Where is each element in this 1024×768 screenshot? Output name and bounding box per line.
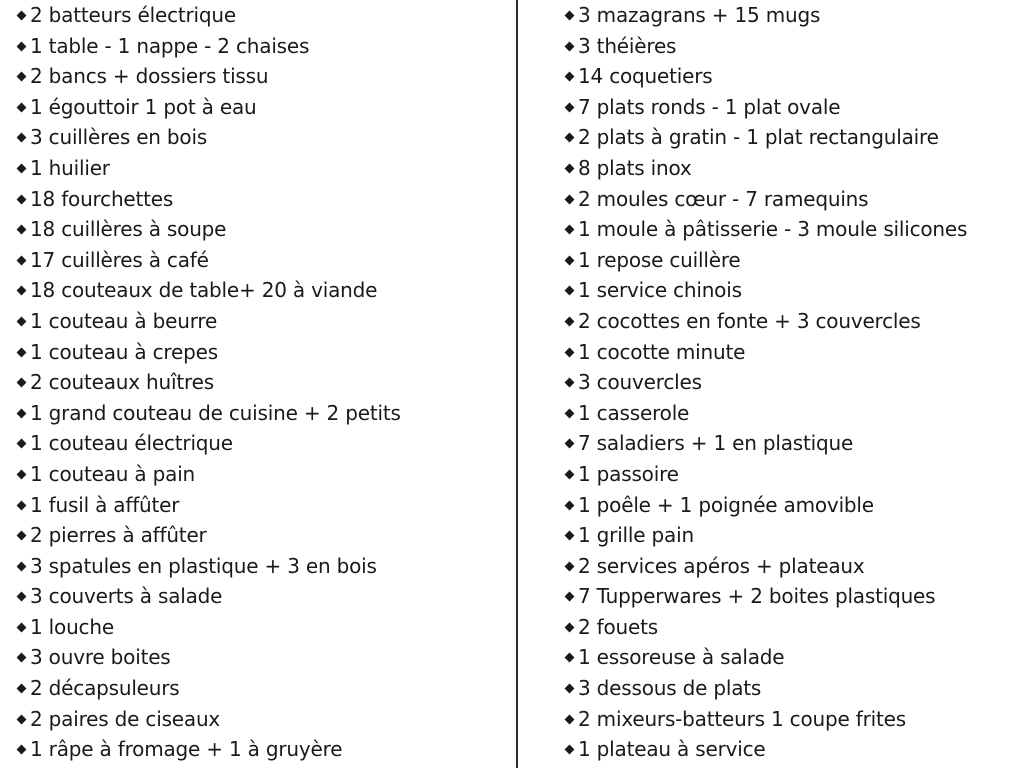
list-item-text: 7 Tupperwares + 2 boites plastiques <box>578 584 936 609</box>
list-item-text: 2 cocottes en fonte + 3 couvercles <box>578 308 921 333</box>
list-item-text: 1 égouttoir 1 pot à eau <box>30 94 257 119</box>
diamond-bullet-icon <box>565 225 575 235</box>
diamond-bullet-icon <box>17 531 27 541</box>
list-item <box>18 214 508 245</box>
diamond-bullet-icon <box>17 286 27 296</box>
diamond-bullet-icon <box>17 714 27 724</box>
diamond-bullet-icon <box>565 531 575 541</box>
diamond-bullet-icon <box>17 561 27 571</box>
list-item-text: 1 moule à pâtisserie - 3 moule silicones <box>578 217 968 242</box>
list-item <box>566 428 1016 459</box>
list-item <box>18 704 508 735</box>
list-item <box>566 275 1016 306</box>
list-item <box>566 0 1016 31</box>
list-item <box>18 581 508 612</box>
diamond-bullet-icon <box>17 408 27 418</box>
list-item <box>566 214 1016 245</box>
list-item <box>566 367 1016 398</box>
list-item <box>566 337 1016 368</box>
diamond-bullet-icon <box>565 133 575 143</box>
diamond-bullet-icon <box>17 653 27 663</box>
diamond-bullet-icon <box>17 225 27 235</box>
list-item-text: 1 couteau à beurre <box>30 308 218 333</box>
list-item-text: 1 service chinois <box>578 278 742 303</box>
list-item <box>566 459 1016 490</box>
list-item-text: 1 passoire <box>578 461 679 486</box>
diamond-bullet-icon <box>17 592 27 602</box>
list-item <box>566 581 1016 612</box>
list-item <box>18 306 508 337</box>
list-item-text: 1 couteau électrique <box>30 431 233 456</box>
list-item <box>18 245 508 276</box>
diamond-bullet-icon <box>565 714 575 724</box>
list-item <box>18 642 508 673</box>
diamond-bullet-icon <box>565 102 575 112</box>
list-item-text: 1 couteau à crepes <box>30 339 218 364</box>
list-item-text: 3 dessous de plats <box>578 676 762 701</box>
diamond-bullet-icon <box>17 622 27 632</box>
list-item-text: 2 batteurs électrique <box>30 3 236 27</box>
list-item-text: 1 cocotte minute <box>578 339 746 364</box>
list-item <box>18 734 508 765</box>
list-item <box>566 520 1016 551</box>
list-item-text: 2 couteaux huîtres <box>30 370 214 395</box>
list-item <box>18 184 508 215</box>
list-item <box>18 612 508 643</box>
diamond-bullet-icon <box>17 378 27 388</box>
diamond-bullet-icon <box>565 378 575 388</box>
list-item-text: 18 couteaux de table+ 20 à viande <box>30 278 378 303</box>
diamond-bullet-icon <box>17 133 27 143</box>
diamond-bullet-icon <box>565 11 575 21</box>
list-item-text: 3 couvercles <box>578 370 702 395</box>
diamond-bullet-icon <box>565 286 575 296</box>
list-item <box>566 245 1016 276</box>
list-item <box>18 0 508 31</box>
list-item-text: 1 repose cuillère <box>578 247 741 272</box>
list-item-text: 1 louche <box>30 614 114 639</box>
diamond-bullet-icon <box>565 469 575 479</box>
list-item-text: 1 râpe à fromage + 1 à gruyère <box>30 737 343 762</box>
list-item-text: 1 grand couteau de cuisine + 2 petits <box>30 400 401 425</box>
list-item <box>566 673 1016 704</box>
list-item-text: 2 pierres à affûter <box>30 523 207 548</box>
list-item <box>566 490 1016 521</box>
diamond-bullet-icon <box>17 684 27 694</box>
list-item <box>566 31 1016 62</box>
list-item-text: 2 plats à gratin - 1 plat rectangulaire <box>578 125 939 150</box>
list-item <box>18 520 508 551</box>
diamond-bullet-icon <box>565 684 575 694</box>
list-item-text: 14 coquetiers <box>578 64 713 89</box>
list-item <box>566 551 1016 582</box>
list-item-text: 2 services apéros + plateaux <box>578 553 865 578</box>
list-item-text: 7 saladiers + 1 en plastique <box>578 431 854 456</box>
list-item-text: 8 plats inox <box>578 155 692 180</box>
diamond-bullet-icon <box>565 592 575 602</box>
diamond-bullet-icon <box>17 469 27 479</box>
list-item <box>18 367 508 398</box>
list-item <box>18 490 508 521</box>
diamond-bullet-icon <box>565 194 575 204</box>
list-item-text: 3 spatules en plastique + 3 en bois <box>30 553 377 578</box>
diamond-bullet-icon <box>17 194 27 204</box>
list-item <box>18 673 508 704</box>
diamond-bullet-icon <box>17 745 27 755</box>
list-item-text: 3 théières <box>578 33 677 58</box>
list-item-text: 2 paires de ciseaux <box>30 706 221 731</box>
list-item <box>566 398 1016 429</box>
list-item <box>18 275 508 306</box>
list-item-text: 1 essoreuse à salade <box>578 645 785 670</box>
list-item-text: 2 mixeurs-batteurs 1 coupe frites <box>578 706 906 731</box>
list-item-text: 3 cuillères en bois <box>30 125 208 150</box>
list-item-text: 3 ouvre boites <box>30 645 171 670</box>
list-item <box>18 398 508 429</box>
diamond-bullet-icon <box>17 102 27 112</box>
diamond-bullet-icon <box>17 72 27 82</box>
list-item <box>566 153 1016 184</box>
diamond-bullet-icon <box>565 164 575 174</box>
diamond-bullet-icon <box>17 11 27 21</box>
list-item <box>18 459 508 490</box>
list-item-text: 1 fusil à affûter <box>30 492 180 517</box>
diamond-bullet-icon <box>565 622 575 632</box>
list-item-text: 1 plateau à service <box>578 737 766 762</box>
diamond-bullet-icon <box>565 72 575 82</box>
diamond-bullet-icon <box>565 408 575 418</box>
list-item <box>566 92 1016 123</box>
list-item-text: 1 couteau à pain <box>30 461 196 486</box>
list-item <box>18 92 508 123</box>
list-item <box>18 31 508 62</box>
left-inventory-list <box>18 0 508 765</box>
diamond-bullet-icon <box>565 653 575 663</box>
list-item <box>18 551 508 582</box>
diamond-bullet-icon <box>17 255 27 265</box>
list-item <box>566 61 1016 92</box>
diamond-bullet-icon <box>565 745 575 755</box>
list-item <box>566 642 1016 673</box>
list-item <box>18 428 508 459</box>
right-inventory-list <box>566 0 1016 765</box>
diamond-bullet-icon <box>17 500 27 510</box>
list-item-text: 3 mazagrans + 15 mugs <box>578 3 821 27</box>
diamond-bullet-icon <box>565 255 575 265</box>
list-item-text: 1 casserole <box>578 400 690 425</box>
list-item <box>18 337 508 368</box>
list-item <box>566 122 1016 153</box>
diamond-bullet-icon <box>17 439 27 449</box>
list-item-text: 1 huilier <box>30 155 110 180</box>
list-item-text: 7 plats ronds - 1 plat ovale <box>578 94 841 119</box>
list-item <box>18 61 508 92</box>
list-item <box>566 612 1016 643</box>
diamond-bullet-icon <box>17 316 27 326</box>
list-item-text: 2 décapsuleurs <box>30 676 180 701</box>
list-item <box>18 122 508 153</box>
list-item <box>566 306 1016 337</box>
diamond-bullet-icon <box>565 500 575 510</box>
diamond-bullet-icon <box>565 439 575 449</box>
list-item-text: 17 cuillères à café <box>30 247 209 272</box>
list-item <box>566 734 1016 765</box>
list-item-text: 2 moules cœur - 7 ramequins <box>578 186 869 211</box>
diamond-bullet-icon <box>565 316 575 326</box>
list-item <box>18 153 508 184</box>
list-item-text: 3 couverts à salade <box>30 584 223 609</box>
list-item-text: 18 cuillères à soupe <box>30 217 227 242</box>
list-item <box>566 704 1016 735</box>
list-item-text: 1 grille pain <box>578 523 694 548</box>
list-item <box>566 184 1016 215</box>
diamond-bullet-icon <box>565 347 575 357</box>
list-item-text: 2 bancs + dossiers tissu <box>30 64 269 89</box>
diamond-bullet-icon <box>565 561 575 571</box>
diamond-bullet-icon <box>17 164 27 174</box>
column-divider <box>516 0 518 768</box>
diamond-bullet-icon <box>565 41 575 51</box>
diamond-bullet-icon <box>17 41 27 51</box>
diamond-bullet-icon <box>17 347 27 357</box>
list-item-text: 1 table - 1 nappe - 2 chaises <box>30 33 310 58</box>
list-item-text: 18 fourchettes <box>30 186 174 211</box>
list-item-text: 2 fouets <box>578 614 659 639</box>
list-item-text: 1 poêle + 1 poignée amovible <box>578 492 874 517</box>
